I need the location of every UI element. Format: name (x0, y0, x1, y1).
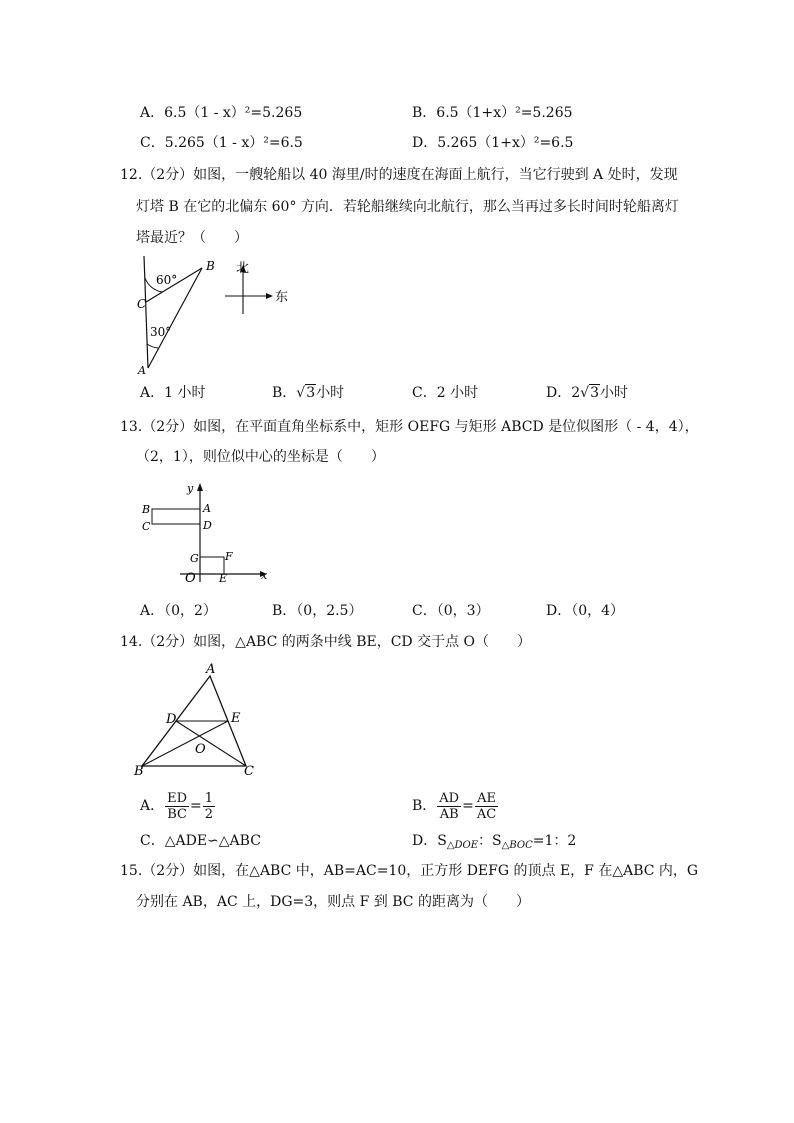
compass-east-label: 东 (275, 290, 289, 305)
q14-option-b-label: B． (412, 798, 437, 814)
point-f-label: F (225, 550, 233, 563)
q12-figure (130, 250, 300, 375)
point-g-label: G (190, 552, 199, 565)
q12-option-c: C．2 小时 (412, 385, 479, 401)
angle-arc-30 (147, 344, 158, 348)
point-a-label: A (203, 502, 211, 515)
q13-stem-line2: （2，1），则位似中心的坐标是（ ） (136, 449, 385, 465)
q12-option-b-root: 3 (306, 385, 316, 401)
point-c-label: C (244, 764, 254, 779)
label-60: 60° (156, 273, 178, 287)
q12-stem-line2: 灯塔 B 在它的北偏东 60° 方向．若轮船继续向北航行，那么当再过多长时间时轮船离灯 (136, 199, 679, 215)
q11-option-c: C．5.265（1 - x）²=6.5 (140, 135, 303, 151)
q14-stem-line1: 14.（2分）如图，△ABC 的两条中线 BE，CD 交于点 O（ ） (120, 634, 532, 650)
q13-stem-line1: 13.（2分）如图，在平面直角坐标系中，矩形 OEFG 与矩形 ABCD 是位似图形（ - 4，4）， (120, 419, 699, 435)
q12-option-d-unit: 小时 (599, 385, 628, 401)
area-subscript-doe: △DOE (446, 840, 479, 851)
y-axis-label: y (187, 482, 194, 495)
q14-option-b (412, 788, 499, 824)
fraction-numerator: ED (167, 790, 188, 806)
q15-stem-line1: 15.（2分）如图，在△ABC 中，AB=AC=10，正方形 DEFG 的顶点 E，F 在△ABC 内，G (120, 863, 699, 879)
point-b-label: B (206, 259, 215, 273)
q12-option-b-label: B． (272, 385, 297, 401)
q12-option-b-unit: 小时 (316, 385, 345, 401)
rectangle-abcd (152, 509, 200, 524)
q12-stem-line3: 塔最近？（ ） (136, 230, 248, 246)
q12-option-d-root: 3 (590, 385, 599, 401)
q11-option-b: B．6.5（1+x）²=5.265 (412, 105, 573, 121)
point-e-label: E (231, 711, 241, 726)
q14-option-d (412, 832, 576, 855)
x-axis-label: x (261, 569, 268, 582)
fraction-numerator: AD (439, 790, 460, 806)
point-a-label: A (138, 364, 146, 375)
q11-option-a: A．6.5（1 - x）²=5.265 (140, 105, 303, 121)
compass-east-arrow-icon (266, 293, 273, 299)
q15-stem-line2: 分别在 AB，AC 上，DG=3，则点 F 到 BC 的距离为（ ） (136, 894, 530, 910)
q14-option-a (140, 788, 216, 824)
point-d-label: D (203, 519, 212, 532)
q13-option-b: B．（0，2.5） (272, 603, 363, 619)
north-line (144, 256, 148, 368)
label-30: 30° (150, 325, 172, 339)
ratio-value: =1：2 (532, 833, 577, 849)
y-axis-arrow-icon (197, 483, 203, 491)
origin-label: O (185, 571, 196, 586)
q14-option-d-label: D．S (412, 833, 447, 849)
point-b-label: B (134, 764, 144, 779)
point-b-label: B (142, 503, 151, 516)
median-cd (176, 721, 246, 766)
q12-option-d: D．2√3小时 (546, 385, 628, 401)
fraction-numerator: AE (475, 791, 498, 807)
fraction-denominator: BC (167, 806, 187, 822)
q11-option-d: D．5.265（1+x）²=6.5 (412, 135, 574, 151)
q13-option-a: A．（0，2） (140, 603, 217, 619)
q12-stem-line1: 12.（2分）如图，一艘轮船以 40 海里/时的速度在海面上航行，当它行驶到 A 处时，发现 (120, 167, 678, 183)
q13-option-c: C．（0，3） (412, 603, 490, 619)
point-c-label: C (142, 520, 151, 533)
point-e-label: E (219, 572, 228, 585)
q12-option-b: B．√3小时 (272, 385, 345, 401)
fraction-denominator: AC (476, 806, 497, 822)
area-subscript-boc: △BOC (501, 840, 533, 851)
compass-north-label: 北 (236, 261, 250, 276)
equals-sign: = (190, 798, 202, 814)
q12-option-a: A．1 小时 (140, 385, 206, 401)
q14-figure (130, 658, 270, 780)
fraction-denominator: 2 (204, 806, 214, 822)
fraction-numerator: 1 (204, 790, 214, 806)
q14-option-a-label: A． (140, 798, 165, 814)
q14-option-c: C．△ADE∽△ABC (140, 833, 261, 849)
q13-figure (136, 478, 276, 588)
median-be (142, 721, 228, 766)
point-d-label: D (166, 712, 177, 727)
ratio-separator: ：S (478, 833, 502, 849)
q13-option-d: D．（0，4） (546, 603, 625, 619)
fraction-denominator: AB (439, 806, 459, 822)
point-a-label: A (206, 662, 216, 677)
point-o-label: O (195, 742, 206, 757)
q12-option-d-label: D．2 (546, 385, 581, 401)
point-c-label: C (137, 297, 147, 311)
equals-sign: = (462, 798, 474, 814)
